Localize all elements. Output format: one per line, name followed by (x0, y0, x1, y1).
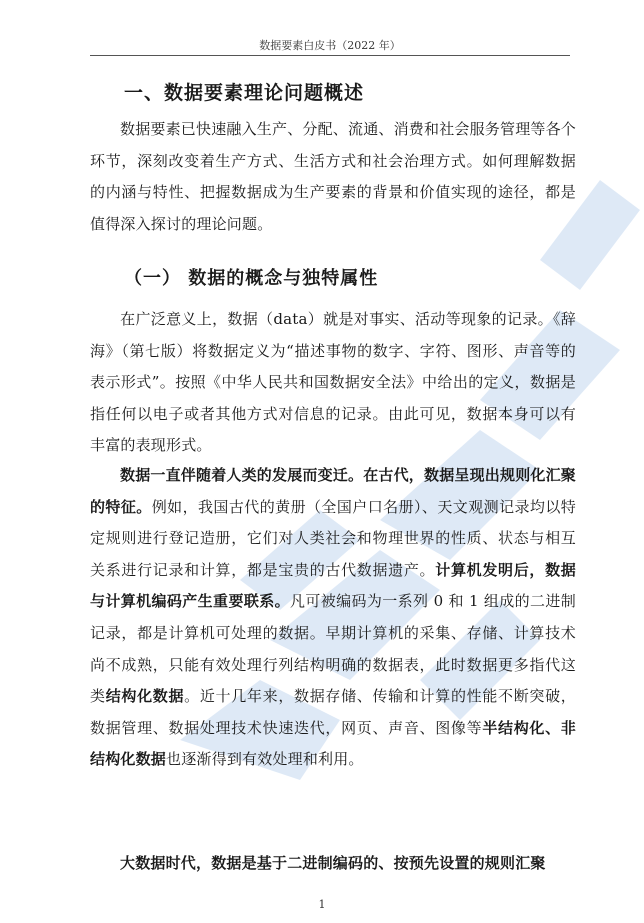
paragraph-1 (90, 304, 576, 462)
bold-phrase-unstructured: 半结构化、非结构化数据 (90, 718, 576, 769)
section-heading: 一、数据要素理论问题概述 (124, 82, 365, 104)
paragraph-2 (90, 460, 576, 776)
bold-phrase-ancient: 数据一直伴随着人类的发展而变迁。在古代，数据呈现出规则化汇聚的特征。 (90, 466, 577, 516)
paragraph-2-text-b: 凡可被编码为一系列 0 和 1 组成的二进制记录，都是计算机可处理的数据。早期计算机的采集、存储、计算技术尚不成熟，只能有效处理行列结构明确的数据表，此时数据更多指代这类 (90, 592, 577, 706)
intro-text: 数据要素已快速融入生产、分配、流通、消费和社会服务管理等各个环节，深刻改变着生产方式、生活方式和社会治理方式。如何理解数据的内涵与特性、把握数据成为生产要素的背景和价值实现的途径，都是值得深入探讨的理论问题。 (90, 120, 577, 233)
subsection-heading: （一） 数据的概念与独特属性 (124, 268, 379, 289)
paragraph-2-text-c: 。近十几年来，数据存储、传输和计算的性能不断突破，数据管理、数据处理技术快速迭代，网页、声音、图像等 (90, 687, 576, 737)
paragraph-3 (90, 848, 576, 880)
header-divider (90, 55, 570, 56)
running-header: 数据要素白皮书（2022 年） (259, 39, 401, 52)
bold-phrase-structured: 结构化数据 (105, 687, 185, 706)
paragraph-1-text: 在广泛意义上，数据（data）就是对事实、活动等现象的记录。《辞海》（第七版）将数据定义为“描述事物的数字、字符、图形、声音等的表示形式”。按照《中华人民共和国数据安全法》中给出的定义，数据是指任何以电子或者其他方式对信息的记录。由此可见，数据本身可以有丰富的表现形式。 (90, 310, 576, 455)
paragraph-2-text-a: 例如，我国古代的黄册（全国户口名册）、天文观测记录均以特定规则进行登记造册，它们对人类社会和物理世界的性质、状态与相互关系进行记录和计算，都是宝贵的古代数据遗产。 (90, 497, 576, 579)
paragraph-3-text: 大数据时代，数据是基于二进制编码的、按预先设置的规则汇聚 (120, 854, 546, 872)
paragraph-2-text-d: 也逐渐得到有效处理和利用。 (166, 750, 364, 769)
bold-phrase-computer: 计算机发明后，数据与计算机编码产生重要联系。 (90, 560, 576, 611)
page-number: 1 (318, 898, 326, 911)
intro-paragraph (90, 114, 576, 240)
